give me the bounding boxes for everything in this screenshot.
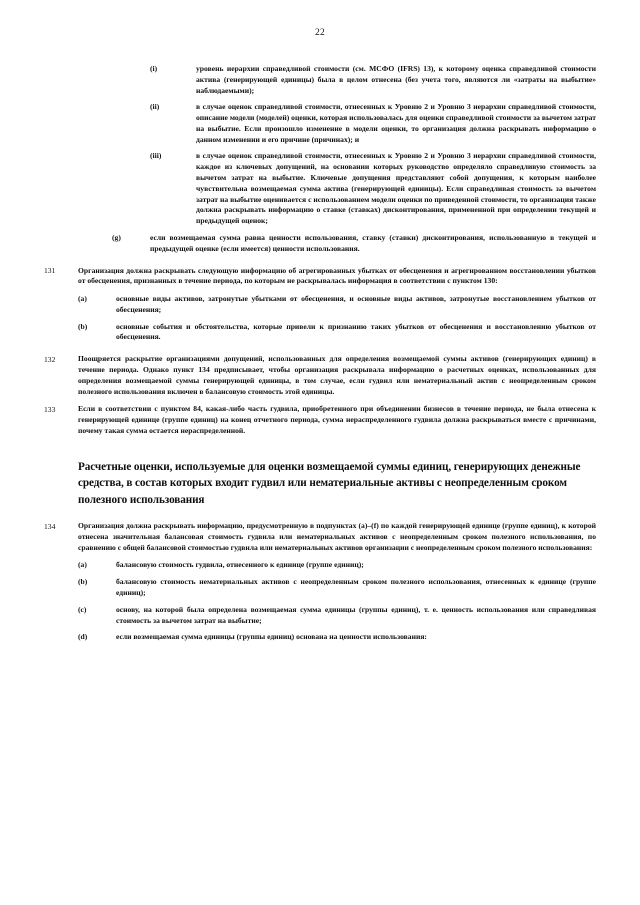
list-item <box>44 64 596 96</box>
list-item <box>44 605 596 627</box>
list-item-text: в случае оценок справедливой стоимости, отнесенных к Уровню 2 и Уровню 3 иерархии справедливой стоимости, описание модели (моделей) оценки, которая использовалась для оценки справедливой стоимости за вычетом затрат на выбытие. Если произошло изменение в модели оценки, то организация должна раскрывать информацию о данном изменении и его причине (причинах); и <box>196 102 596 144</box>
list-item-label: (b) <box>78 321 88 331</box>
list-item-text: основу, на которой была определена возмещаемая сумма единицы (группы единиц), т. е. ценность использования или справедливая стоимость за вычетом затрат на выбытие; <box>116 604 596 625</box>
paragraph-text: Организация должна раскрывать информацию, предусмотренную в подпунктах (a)–(f) по каждой генерирующей единице (группе единиц), к которой отнесена значительная балансовая стоимость гудвила или нематериальных активов с неопределенным сроком полезного использования, по сравнению с общей балансовой стоимостью гудвила или нематериальных активов организации с неопределенным сроком полезного использования: <box>78 521 596 552</box>
list-item <box>44 322 596 344</box>
paragraph-text: Поощряется раскрытие организациями допущений, использованных для определения возмещаемой суммы активов (генерирующих единиц) в течение периода. Однако пункт 134 предписывает, чтобы организация раскрывала информацию о расчетных оценках, использованных для определения возмещаемой суммы генерирующей единицы, в том случае, если гудвил или нематериальный актив с неопределенным сроком полезного использования включен в балансовую стоимость этой единицы. <box>78 354 596 396</box>
numbered-paragraph <box>44 521 596 553</box>
paragraph-number: 131 <box>44 266 56 275</box>
list-item-label: (i) <box>150 64 158 73</box>
paragraph-number: 132 <box>44 354 56 364</box>
page-number: 22 <box>315 28 325 38</box>
list-item-label: (b) <box>78 577 88 587</box>
list-item-text: если возмещаемая сумма равна ценности использования, ставку (ставки) дисконтирования, использованную в текущей и предыдущей оценке (если имеется) ценности использования. <box>150 232 596 253</box>
paragraph-text: Организация должна раскрывать следующую информацию об агрегированных убытках от обесценения и агрегированном восстановлении убытков от обесценения, признанных в течение периода, по которым не раскрывалась информация в соответствии с пунктом 130: <box>78 265 596 286</box>
list-item-label: (d) <box>78 632 88 642</box>
list-item-text: уровень иерархии справедливой стоимости (см. МСФО (IFRS) 13), к которому оценка справедливой стоимости актива (генерирующей единицы) была в целом отнесена (без учета того, являются ли «затраты на выбытие» наблюдаемыми); <box>196 64 596 95</box>
numbered-paragraph <box>44 404 596 436</box>
list-item <box>44 151 596 226</box>
list-item-label: (a) <box>78 294 87 304</box>
paragraph-text: Если в соответствии с пунктом 84, какая-либо часть гудвила, приобретенного при объединении бизнесов в течение периода, не была отнесена к генерирующей единице (группе единиц) на конец отчетного периода, сумма нераспределенного гудвила должна раскрываться вместе с причинами, почему такая сумма остается нераспределенной. <box>78 404 596 435</box>
document-content <box>0 64 640 643</box>
list-item-text: основные события и обстоятельства, которые привели к признанию таких убытков от обесценения и восстановлению убытков от обесценения. <box>116 321 596 342</box>
paragraph-number: 134 <box>44 521 56 531</box>
list-item <box>44 577 596 599</box>
list-item-text: балансовую стоимость нематериальных активов с неопределенным сроком полезного использования, отнесенных к единице (группе единиц); <box>116 577 596 597</box>
list-item <box>44 294 596 316</box>
list-item <box>44 632 596 643</box>
list-item-label: (g) <box>112 232 121 242</box>
list-item <box>44 233 596 255</box>
list-item-label: (iii) <box>150 151 162 161</box>
list-item-label: (c) <box>78 604 87 614</box>
list-item-label: (a) <box>78 560 87 570</box>
list-item <box>44 102 596 145</box>
paragraph-number: 133 <box>44 404 56 414</box>
list-item-text: основные виды активов, затронутые убытками от обесценения, и основные виды активов, затронутые восстановлением убытков от обесценения; <box>116 294 596 314</box>
list-item-text: в случае оценок справедливой стоимости, отнесенных к Уровню 2 и Уровню 3 иерархии справедливой стоимости, каждое из ключевых допущений, на основании которых руководство определяло справедливую стоимость за вычетом затрат на выбытие. Ключевые допущения представляют собой допущения, к которым наиболее чувствительна возмещаемая сумма актива (генерирующей единицы). Если справедливая стоимость за вычетом затрат на выбытие оценивается с использованием модели оценки по приведенной стоимости, то организация также должна раскрывать информацию о ставке (ставках) дисконтирования, примененной при определении текущей и предыдущей оценок; <box>196 151 596 226</box>
list-item-text: балансовую стоимость гудвила, отнесенного к единице (группе единиц); <box>116 560 364 570</box>
list-item <box>44 560 596 571</box>
numbered-paragraph <box>44 354 596 397</box>
section-heading: Расчетные оценки, используемые для оценки возмещаемой суммы единиц, генерирующих денежные средства, в состав которых входит гудвил или нематериальные активы с неопределенным сроком полезного использования <box>78 460 581 507</box>
numbered-paragraph <box>44 266 596 288</box>
list-item-label: (ii) <box>150 102 160 112</box>
list-item-text: если возмещаемая сумма единицы (группы единиц) основана на ценности использования: <box>116 632 427 642</box>
